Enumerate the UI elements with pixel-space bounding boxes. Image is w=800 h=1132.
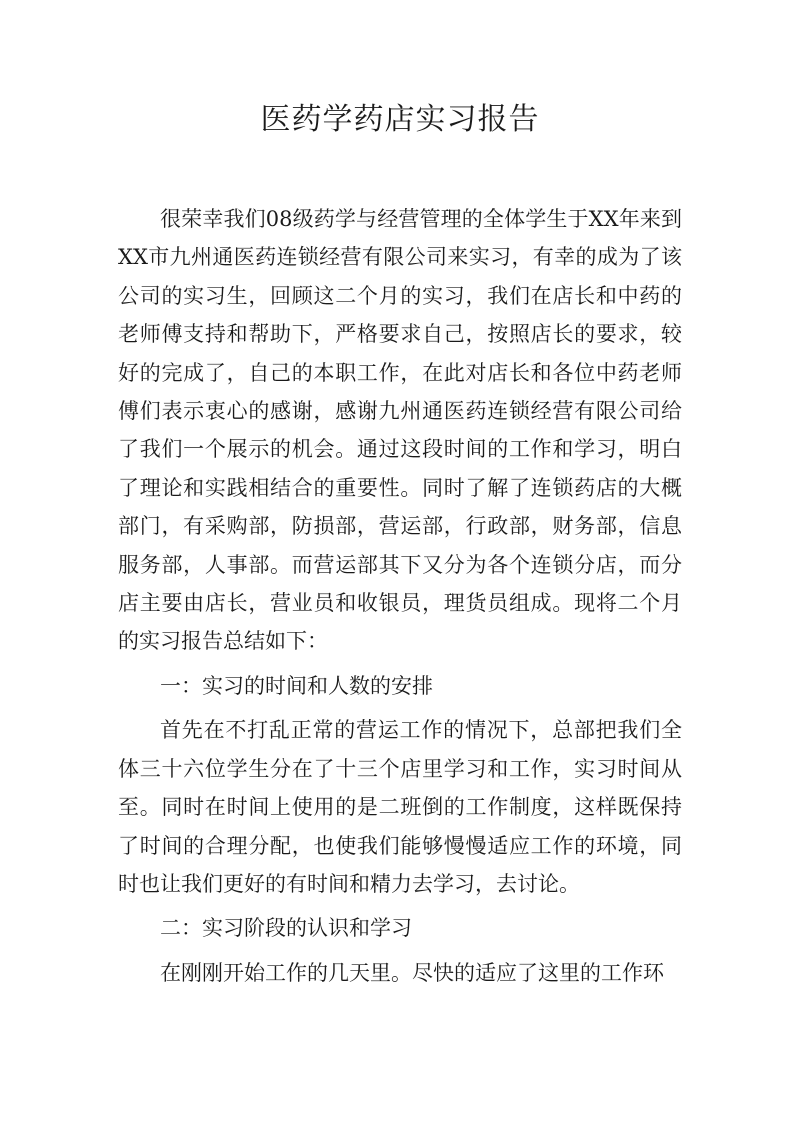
intro-paragraph: 很荣幸我们08级药学与经营管理的全体学生于XX年来到XX市九州通医药连锁经营有限公司来实习，有幸的成为了该公司的实习生，回顾这二个月的实习，我们在店长和中药的老师傅支持和帮助下，严格要求自己，按照店长的要求，较好的完成了，自己的本职工作，在此对店长和各位中药老师傅们表示衷心的感谢，感谢九州通医药连锁经营有限公司给了我们一个展示的机会。通过这段时间的工作和学习，明白了理论和实践相结合的重要性。同时了解了连锁药店的大概部门，有采购部，防损部，营运部，行政部，财务部，信息服务部，人事部。而营运部其下又分为各个连锁分店，而分店主要由店长，营业员和收银员，理货员组成。现将二个月的实习报告总结如下：	[118, 207, 682, 654]
section-2-paragraph: 在刚刚开始工作的几天里。尽快的适应了这里的工作环	[160, 960, 664, 985]
section-1-heading: 一：实习的时间和人数的安排	[160, 673, 433, 698]
document-title: 医药学药店实习报告	[260, 102, 540, 137]
section-1-paragraph: 首先在不打乱正常的营运工作的情况下，总部把我们全体三十六位学生分在了十三个店里学习和工作，实习时间从至。同时在时间上使用的是二班倒的工作制度，这样既保持了时间的合理分配，也使我们能够慢慢适应工作的环境，同时也让我们更好的有时间和精力去学习，去讨论。	[118, 718, 682, 896]
section-2-heading: 二：实习阶段的认识和学习	[160, 916, 412, 941]
